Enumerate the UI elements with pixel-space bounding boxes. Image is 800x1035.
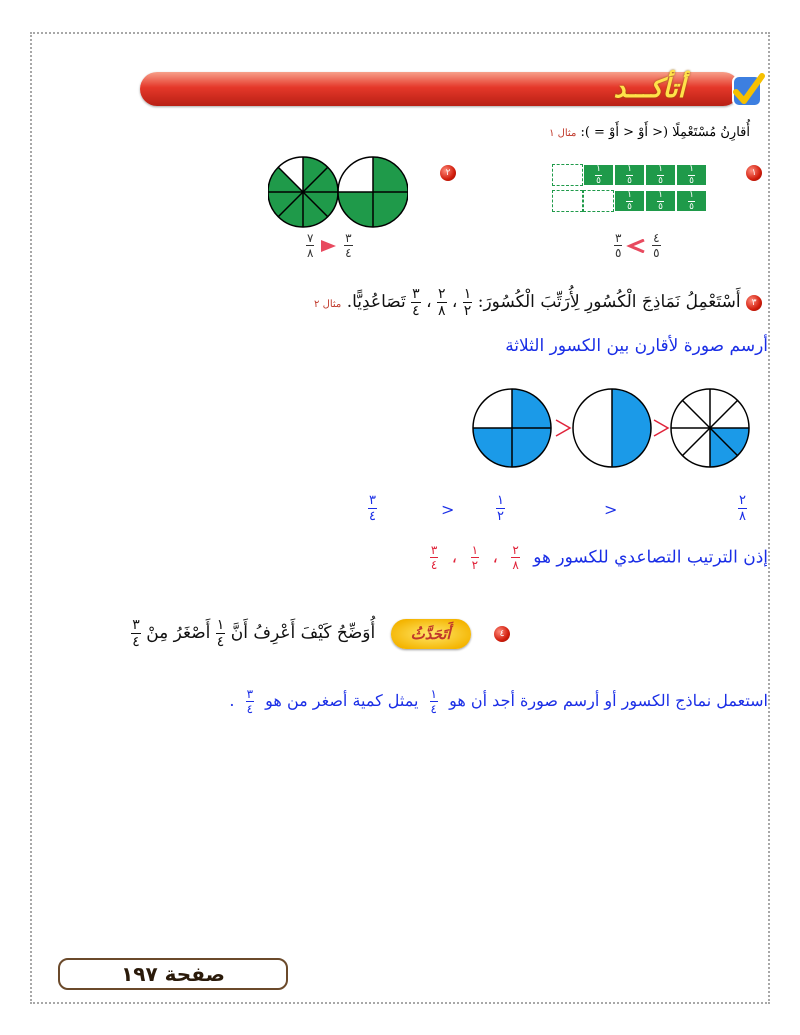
strip-cell bbox=[552, 164, 583, 186]
q2-comparison bbox=[306, 232, 353, 259]
q2-circle-models bbox=[268, 155, 408, 229]
q3-fraction-2: $\frac{٢}{٨}$ bbox=[437, 286, 446, 319]
answer3-compare-1: $\frac{٣}{٤}$ bbox=[369, 493, 376, 524]
q4-fraction-b: $\frac{٣}{٤}$ bbox=[132, 617, 140, 650]
separator: ، bbox=[492, 547, 498, 568]
q3-suffix: تَصَاعُدِيًّا. bbox=[346, 292, 406, 312]
q1-comparison bbox=[614, 232, 661, 259]
strip-cell: $\frac{١}{٥}$ bbox=[645, 164, 676, 186]
answer3-compare-3: $\frac{٢}{٨}$ bbox=[739, 493, 746, 524]
answer3-circle-models bbox=[472, 386, 752, 470]
example-ref: مثال ١ bbox=[549, 128, 577, 139]
question-number-4: ٤ bbox=[494, 626, 510, 642]
q3-fraction-1: $\frac{١}{٢}$ bbox=[463, 286, 472, 319]
greater-than-icon bbox=[318, 239, 340, 253]
section-banner bbox=[140, 72, 740, 106]
answer3-compare-2: $\frac{١}{٢}$ bbox=[497, 493, 504, 524]
fraction-strips bbox=[552, 164, 707, 212]
q4-fraction-a: $\frac{١}{٤}$ bbox=[216, 617, 225, 650]
strip-cell: $\frac{١}{٥}$ bbox=[614, 164, 645, 186]
strip-cell: $\frac{١}{٥}$ bbox=[583, 164, 614, 186]
strip-row-2 bbox=[552, 190, 707, 212]
question-number-2: ٢ bbox=[440, 165, 456, 181]
less-than-icon bbox=[626, 239, 648, 253]
q2-left-fraction: $\frac{٧}{٨}$ bbox=[307, 231, 314, 260]
strip-cell: $\frac{١}{٥}$ bbox=[676, 190, 707, 212]
question-number-1: ١ bbox=[746, 165, 762, 181]
strip-cell: $\frac{١}{٥}$ bbox=[676, 164, 707, 186]
strip-cell bbox=[583, 190, 614, 212]
strip-cell: $\frac{١}{٥}$ bbox=[614, 190, 645, 212]
order-fraction-1: $\frac{٢}{٨}$ bbox=[512, 543, 519, 572]
q4-text-a: أُوَضِّحُ كَيْفَ أَعْرِفُ أَنَّ bbox=[230, 623, 376, 643]
q1-right-fraction: $\frac{٤}{٥}$ bbox=[653, 231, 660, 260]
question-3: ٣ أَسْتَعْمِلُ نَمَاذِجَ الْكُسُورِ لِأُرَتِّبَ الْكُسُورَ: $\frac{١}{٢}$ ، $\frac{٢}{٨}$ ، $\frac{٣}{٤}$ تَصَاعُدِيًّا. مثال ٢ bbox=[314, 287, 762, 318]
separator: ، bbox=[451, 547, 458, 568]
answer3-line2 bbox=[422, 544, 768, 571]
page-number: صفحة ١٩٧ bbox=[121, 962, 225, 986]
answer4-end: . bbox=[229, 691, 235, 710]
talk-badge: أَتَحَدَّثُ bbox=[391, 619, 471, 649]
question-number-3: ٣ bbox=[746, 295, 762, 311]
checkmark-icon bbox=[726, 70, 768, 112]
answer4-fraction-a: $\frac{١}{٤}$ bbox=[430, 687, 437, 716]
q2-right-fraction: $\frac{٣}{٤}$ bbox=[345, 231, 352, 260]
answer4-text-a: استعمل نماذج الكسور أو أرسم صورة أجد أن هو bbox=[449, 691, 768, 710]
answer3-line2-text: إذن الترتيب التصاعدي للكسور هو bbox=[533, 547, 768, 568]
instruction bbox=[549, 125, 750, 140]
answer3-line1: أرسم صورة لأقارن بين الكسور الثلاثة bbox=[505, 336, 768, 356]
instruction-text: أُقارِنُ مُسْتَعْمِلًا (< أَوْ < أَوْ = ): bbox=[580, 125, 750, 140]
question-4 bbox=[131, 618, 510, 649]
answer4 bbox=[229, 688, 768, 715]
q4-text-b: أَصْغَرُ مِنْ bbox=[146, 623, 211, 643]
section-title: أتأكـــد bbox=[613, 74, 685, 104]
greater-than-icon bbox=[556, 420, 570, 436]
order-fraction-2: $\frac{١}{٢}$ bbox=[471, 543, 479, 572]
answer4-fraction-b: $\frac{٣}{٤}$ bbox=[246, 687, 254, 716]
order-fraction-3: $\frac{٣}{٤}$ bbox=[430, 543, 438, 572]
answer3-gt-1: > bbox=[441, 500, 455, 519]
greater-than-icon bbox=[654, 420, 668, 436]
answer4-text-b: يمثل كمية أصغر من هو bbox=[265, 691, 419, 710]
example-ref-2: مثال ٢ bbox=[314, 299, 342, 310]
strip-row-1 bbox=[552, 164, 707, 186]
strip-cell bbox=[552, 190, 583, 212]
q3-text: أَسْتَعْمِلُ نَمَاذِجَ الْكُسُورِ لِأُرَتِّبَ الْكُسُورَ: bbox=[477, 292, 741, 312]
strip-cell: $\frac{١}{٥}$ bbox=[645, 190, 676, 212]
page-number-box bbox=[58, 958, 288, 990]
answer3-gt-2: > bbox=[604, 500, 618, 519]
q3-fraction-3: $\frac{٣}{٤}$ bbox=[412, 286, 420, 319]
q1-left-fraction: $\frac{٣}{٥}$ bbox=[615, 231, 622, 260]
